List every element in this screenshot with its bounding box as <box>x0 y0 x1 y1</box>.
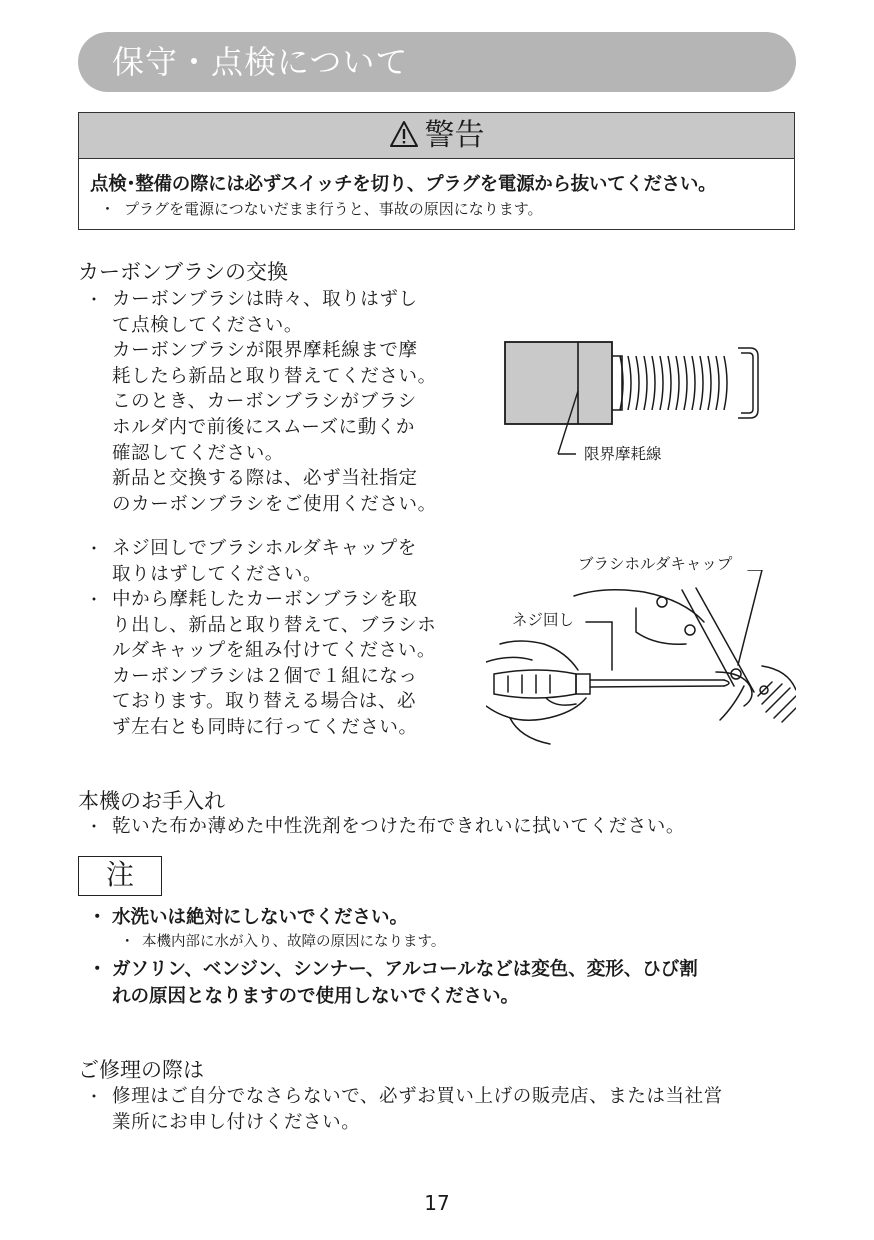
section-title: 保守・点検について <box>112 43 409 81</box>
care-text: 乾いた布か薄めた中性洗剤をつけた布できれいに拭いてください。 <box>112 816 686 837</box>
warning-sub-bullet: ・ <box>100 200 116 218</box>
carbon-p3-line: 中から摩耗したカーボンブラシを取 <box>112 589 418 610</box>
brush-holder-cap-illustration <box>486 570 796 750</box>
note-item-1-sub: 本機内部に水が入り、故障の原因になります。 <box>142 934 446 950</box>
carbon-bullet-2: ・ <box>86 539 103 558</box>
warning-sub-text: プラグを電源につないだまま行うと、事故の原因になります。 <box>124 200 543 218</box>
care-heading: 本機のお手入れ <box>78 789 225 813</box>
repair-line: 修理はご自分でなさらないで、必ずお買い上げの販売店、または当社営 <box>112 1086 723 1107</box>
carbon-p1-line: 確認してください。 <box>112 442 284 464</box>
carbon-p2-line: 取りはずしてください。 <box>112 563 323 585</box>
warning-main-text: 点検･整備の際には必ずスイッチを切り、プラグを電源から抜いてください。 <box>90 174 717 195</box>
note-item-2-line: れの原因となりますので使用しないでください。 <box>112 986 520 1007</box>
carbon-p1-line: カーボンブラシは時々、取りはずし <box>112 289 418 310</box>
brush-holder-cap-label: ブラシホルダキャップ <box>578 555 733 573</box>
repair-bullet: ・ <box>86 1087 103 1106</box>
warning-title-text: 警告 <box>424 118 485 153</box>
carbon-p1-line: 耗したら新品と取り替えてください。 <box>112 365 437 387</box>
warning-title <box>79 113 794 159</box>
carbon-p1-line: ホルダ内で前後にスムーズに動くか <box>112 416 416 438</box>
carbon-p3-line: ております。取り替える場合は、必 <box>112 691 417 713</box>
carbon-p1-line: て点検してください。 <box>112 314 304 336</box>
note-box: 注 <box>78 856 162 896</box>
carbon-heading: カーボンブラシの交換 <box>78 260 288 284</box>
note-item-1-sub-bullet: ・ <box>120 934 135 950</box>
note-bullet-1: ・ <box>88 907 107 928</box>
carbon-p3-line: カーボンブラシは２個で１組になっ <box>112 665 418 687</box>
carbon-p1-line: のカーボンブラシをご使用ください。 <box>112 493 437 515</box>
note-item-2 <box>112 956 698 1010</box>
repair-line: 業所にお申し付けください。 <box>112 1111 361 1133</box>
carbon-p3-line: ルダキャップを組み付けてください。 <box>112 640 436 662</box>
carbon-paragraph-2 <box>112 536 417 587</box>
repair-heading: ご修理の際は <box>78 1058 204 1082</box>
note-item-2-line: ガソリン、ベンジン、シンナー、アルコールなどは変色、変形、ひび割 <box>112 959 698 980</box>
repair-text <box>112 1084 723 1135</box>
carbon-paragraph-3 <box>112 587 436 741</box>
care-bullet: ・ <box>86 817 103 836</box>
wear-line-label: 限界摩耗線 <box>584 445 662 463</box>
note-bullet-2: ・ <box>88 959 107 980</box>
carbon-p1-line: 新品と交換する際は、必ず当社指定 <box>112 468 418 490</box>
screwdriver-label: ネジ回し <box>512 611 575 629</box>
carbon-p3-line: ず左右とも同時に行ってください。 <box>112 716 418 738</box>
carbon-p1-line: カーボンブラシが限界摩耗線まで摩 <box>112 340 418 362</box>
carbon-p3-line: り出し、新品と取り替えて、ブラシホ <box>112 614 437 636</box>
carbon-bullet-1: ・ <box>86 290 103 309</box>
note-item-1: 水洗いは絶対にしないでください。 <box>112 907 409 928</box>
carbon-paragraph-1 <box>112 287 437 517</box>
warning-triangle-icon <box>389 120 419 148</box>
carbon-bullet-3: ・ <box>86 590 103 609</box>
page-number: 17 <box>424 1191 450 1215</box>
carbon-p1-line: このとき、カーボンブラシがブラシ <box>112 391 417 413</box>
carbon-p2-line: ネジ回しでブラシホルダキャップを <box>112 538 417 559</box>
